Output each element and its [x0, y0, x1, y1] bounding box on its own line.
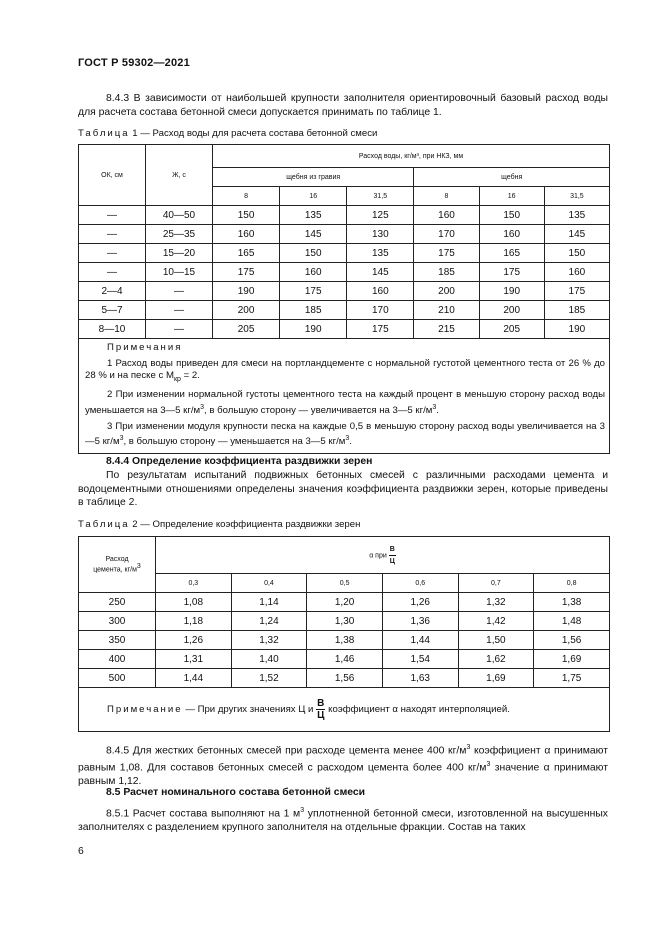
table-cell: — [146, 301, 213, 320]
table-cell: 1,44 [382, 631, 458, 650]
table-cell: 8—10 [79, 320, 146, 339]
water-consumption-header: Расход воды, кг/м³, при НКЗ, мм [213, 145, 610, 168]
table-cell: 15—20 [146, 244, 213, 263]
table-cell: 1,18 [156, 612, 232, 631]
size-header: 31,5 [544, 187, 609, 206]
table-cell: 1,30 [307, 612, 383, 631]
table2-caption-text: 2 — Определение коэффициента раздвижки зерен [132, 519, 361, 530]
table-cell: 150 [544, 244, 609, 263]
size-header: 8 [414, 187, 479, 206]
table-cell: 500 [79, 669, 156, 688]
table-cell: 150 [479, 206, 544, 225]
table-cell: 1,20 [307, 593, 383, 612]
table-cell: 145 [347, 263, 414, 282]
note-3: 3 При изменении модуля крупности песка на каждые 0,5 в меньшую сторону расход воды увеличивается на 3—5 $кг/м^3$, в большую сторону — уменьшается на 3—5 $кг/м^3$. [85, 420, 605, 448]
table-cell: 175 [213, 263, 280, 282]
table-row [79, 593, 610, 612]
table-cell: 1,46 [307, 650, 383, 669]
table-cell: 205 [213, 320, 280, 339]
table-cell: 190 [544, 320, 609, 339]
table-cell: 1,31 [156, 650, 232, 669]
table-cell: 1,48 [534, 612, 610, 631]
table-cell: — [79, 206, 146, 225]
table2-caption [78, 519, 360, 530]
table-cell: 185 [414, 263, 479, 282]
table-cell: 165 [479, 244, 544, 263]
table-cell: 1,44 [156, 669, 232, 688]
table-row [79, 612, 610, 631]
table-cell: 190 [280, 320, 347, 339]
table-cell: 400 [79, 650, 156, 669]
table-cell: 1,54 [382, 650, 458, 669]
table-cell: 5—7 [79, 301, 146, 320]
note-2: 2 При изменении нормальной густоты цементного теста на каждый процент в меньшую сторону расход воды уменьшается на 3—5 $кг/м^3$, в большую сторону — увеличивается на 3—5 $кг/м^3$. [85, 389, 605, 417]
note-1: 1 Расход воды приведен для смеси на портландцементе с нормальной густотой цементного теста от 26 % до 28 % и на песке с $M_{кр} = 2$. [85, 357, 605, 383]
paragraph-8-4-5: 8.4.5 Для жестких бетонных смесей при расходе цемента менее 400 $кг/м^3$ коэффициент α принимают равным 1,08. Для составов бетонных смесей с расходом цемента более 400 $кг/м^3$ значение α принимают равным 1,12. [78, 744, 609, 787]
table-cell: 250 [79, 593, 156, 612]
table-cell: 145 [280, 225, 347, 244]
table-cell: 135 [347, 244, 414, 263]
table-cell: 190 [479, 282, 544, 301]
table-cell: 1,26 [156, 631, 232, 650]
table-row [79, 631, 610, 650]
table-cell: 40—50 [146, 206, 213, 225]
paragraph-8-4-4: По результатам испытаний подвижных бетонных смесей с различными расходами цемента и водоцементными отношениями определены значения коэффициента раздвижки зерен, которые приведены в таблице 2. [78, 470, 608, 508]
document-header: ГОСТ Р 59302—2021 [78, 57, 190, 69]
section-8-5-title: 8.5 Расчет номинального состава бетонной смеси [106, 787, 366, 798]
table-row [79, 669, 610, 688]
table-cell: 170 [414, 225, 479, 244]
table-cell: 1,62 [458, 650, 534, 669]
table-row [79, 282, 610, 301]
table-cell: 130 [347, 225, 414, 244]
table-cell: 170 [347, 301, 414, 320]
table-cell: 1,75 [534, 669, 610, 688]
section-8-4-4-title: 8.4.4 Определение коэффициента раздвижки зерен [106, 456, 373, 467]
fraction-denominator-note: Ц [317, 710, 325, 721]
table-cell: 150 [213, 206, 280, 225]
table-cell: 135 [544, 206, 609, 225]
table-cell: 10—15 [146, 263, 213, 282]
table-cell: 210 [414, 301, 479, 320]
table-cell: 1,50 [458, 631, 534, 650]
table-cell: 160 [544, 263, 609, 282]
table-cell: 350 [79, 631, 156, 650]
table-cell: 150 [280, 244, 347, 263]
table-cell: 175 [544, 282, 609, 301]
table-cell: — [79, 225, 146, 244]
wc-ratio-header: 0,6 [382, 574, 458, 593]
gravel-header: щебня из гравия [213, 168, 414, 187]
wc-ratio-header: 0,5 [307, 574, 383, 593]
table-cell: 160 [280, 263, 347, 282]
table-cell: 1,36 [382, 612, 458, 631]
table-row [79, 244, 610, 263]
col-cement-header: Расход цемента, $кг/м^3$ [79, 537, 156, 593]
table-cell: 185 [544, 301, 609, 320]
table-cell: 1,38 [534, 593, 610, 612]
table-cell: 190 [213, 282, 280, 301]
table-cell: 1,56 [534, 631, 610, 650]
table-cell: 1,40 [231, 650, 307, 669]
table-row [79, 650, 610, 669]
table-cell: 145 [544, 225, 609, 244]
table-cell: — [146, 282, 213, 301]
table-cell: 175 [414, 244, 479, 263]
table-cell: — [79, 263, 146, 282]
size-header: 16 [280, 187, 347, 206]
table-cell: 135 [280, 206, 347, 225]
table-cell: 1,14 [231, 593, 307, 612]
note-label: Примечание [107, 704, 183, 716]
table1-caption-word: Таблица [78, 128, 130, 139]
wc-fraction-note [316, 698, 325, 721]
fraction-numerator: В [389, 544, 396, 556]
table-row [79, 320, 610, 339]
table-cell: 1,08 [156, 593, 232, 612]
table-row [79, 206, 610, 225]
table-cell: — [79, 244, 146, 263]
note-text-a: — При других значениях Ц и [185, 704, 314, 716]
table-cell: 25—35 [146, 225, 213, 244]
table-row [79, 263, 610, 282]
table-cell: 1,32 [231, 631, 307, 650]
table-cell: 215 [414, 320, 479, 339]
table-cell: 1,32 [458, 593, 534, 612]
table-cell: 165 [213, 244, 280, 263]
col-ok-header: ОК, см [79, 145, 146, 206]
table-row [79, 225, 610, 244]
table2-note [79, 688, 610, 732]
table1-notes [79, 339, 610, 454]
water-table [78, 144, 610, 454]
table-cell: 185 [280, 301, 347, 320]
table-cell: 1,24 [231, 612, 307, 631]
table1-caption [78, 128, 377, 139]
size-header: 31,5 [347, 187, 414, 206]
note-text-b: коэффициент α находят интерполяцией. [328, 704, 510, 716]
table-cell: 175 [280, 282, 347, 301]
table-cell: 300 [79, 612, 156, 631]
col-zh-header: Ж, с [146, 145, 213, 206]
size-header: 16 [479, 187, 544, 206]
table1-caption-text: 1 — Расход воды для расчета состава бетонной смеси [132, 128, 378, 139]
fraction-numerator-note: В [317, 698, 325, 709]
table-cell: 1,69 [458, 669, 534, 688]
table-cell: 160 [347, 282, 414, 301]
grain-spacing-table [78, 536, 610, 732]
table-cell: — [146, 320, 213, 339]
table-row [79, 301, 610, 320]
paragraph-8-5-1: 8.5.1 Расчет состава выполняют на 1 $м^3$ уплотненной бетонной смеси, изготовленной на высушенных заполнителях с разделением крупного заполнителя на отдельные фракции. Состав на таких [78, 807, 608, 833]
wc-fraction [389, 544, 396, 567]
table-cell: 200 [414, 282, 479, 301]
table-cell: 175 [479, 263, 544, 282]
wc-ratio-header: 0,4 [231, 574, 307, 593]
table-cell: 1,69 [534, 650, 610, 669]
fraction-denominator: Ц [389, 557, 395, 565]
crushed-stone-header: щебня [414, 168, 610, 187]
table-cell: 200 [213, 301, 280, 320]
table2-caption-word: Таблица [78, 519, 130, 530]
wc-ratio-header: 0,7 [458, 574, 534, 593]
table-cell: 200 [479, 301, 544, 320]
alpha-header-text: α при [369, 551, 387, 559]
table-cell: 160 [479, 225, 544, 244]
table-cell: 205 [479, 320, 544, 339]
size-header: 8 [213, 187, 280, 206]
table-cell: 125 [347, 206, 414, 225]
table-cell: 1,42 [458, 612, 534, 631]
table-cell: 160 [414, 206, 479, 225]
alpha-header [156, 537, 610, 574]
table-cell: 1,63 [382, 669, 458, 688]
table-cell: 2—4 [79, 282, 146, 301]
table-cell: 175 [347, 320, 414, 339]
table-cell: 1,26 [382, 593, 458, 612]
table-cell: 1,38 [307, 631, 383, 650]
table-cell: 160 [213, 225, 280, 244]
table-cell: 1,52 [231, 669, 307, 688]
wc-ratio-header: 0,8 [534, 574, 610, 593]
table-cell: 1,56 [307, 669, 383, 688]
page-number: 6 [78, 846, 84, 857]
paragraph-8-4-3: 8.4.3 В зависимости от наибольшей крупности заполнителя ориентировочный базовый расход воды для расчета состава бетонной смеси допускается принимать по таблице 1. [78, 93, 608, 118]
wc-ratio-header: 0,3 [156, 574, 232, 593]
notes-title: Примечания [107, 342, 183, 353]
